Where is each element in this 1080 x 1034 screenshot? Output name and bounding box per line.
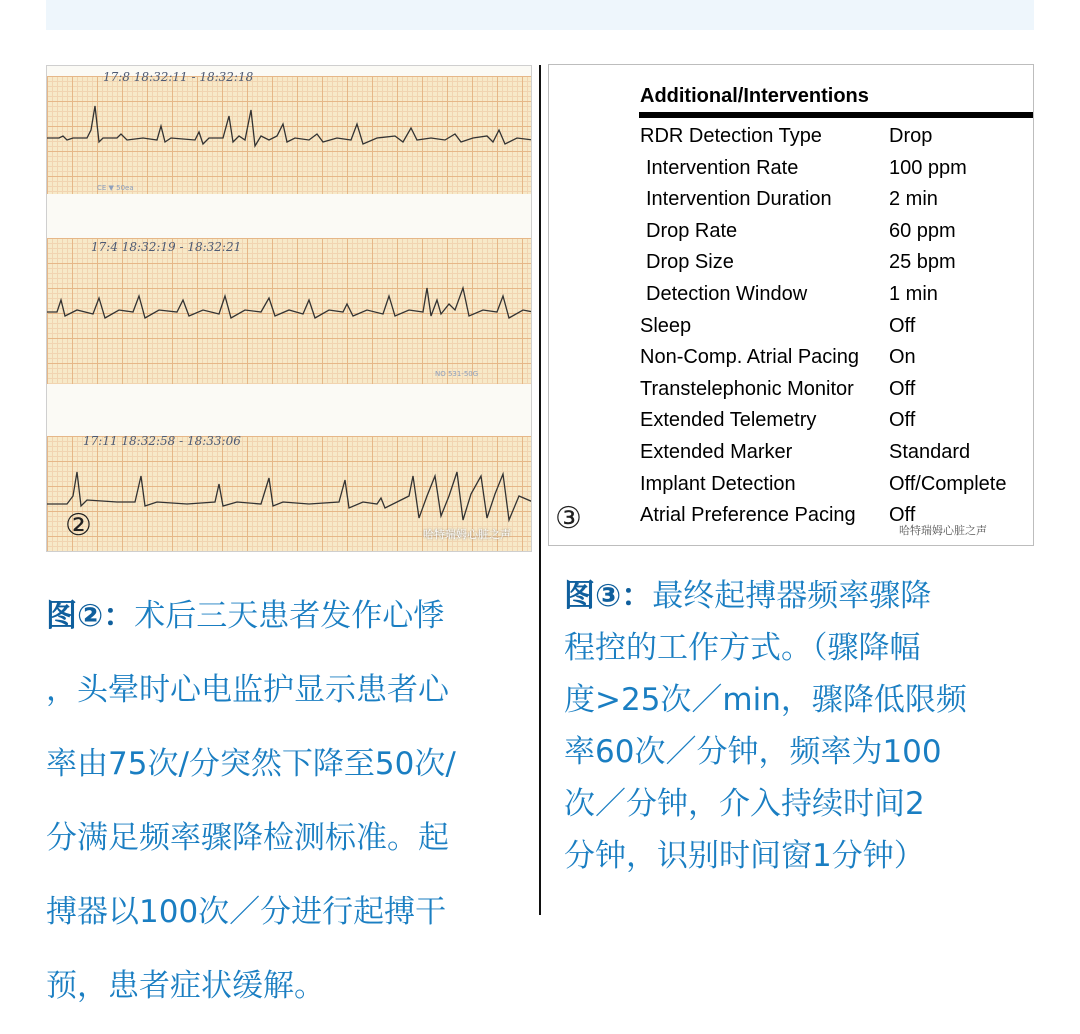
setting-value: 25 bpm <box>889 251 956 274</box>
setting-name: Detection Window <box>646 283 808 305</box>
settings-row <box>549 125 1035 157</box>
setting-value: Off <box>889 409 916 432</box>
caption-2-label: 图②： <box>46 598 135 634</box>
setting-value: Standard <box>889 441 971 463</box>
setting-value: 2 min <box>889 188 938 211</box>
interventions-figure <box>548 64 1034 546</box>
setting-value: 1 min <box>889 283 938 305</box>
ecg-strip-2 <box>47 238 532 384</box>
caption-3-line: 次／分钟，介入持续时间2 <box>564 786 925 822</box>
caption-3-line: 分钟，识别时间窗1分钟） <box>564 838 925 874</box>
watermark: 哈特瑞姆心脏之声 <box>423 528 511 541</box>
setting-name: Drop Size <box>646 251 734 274</box>
settings-row <box>549 188 1035 220</box>
setting-value: Off/Complete <box>889 472 1007 495</box>
setting-value: Off <box>889 314 916 337</box>
setting-value: 60 ppm <box>889 219 956 242</box>
caption-3-line: 率60次／分钟，频率为100 <box>564 734 942 770</box>
settings-row <box>549 157 1035 189</box>
setting-name: RDR Detection Type <box>640 125 822 147</box>
strip-2-time-label: 17:4 18:32:19 - 18:32:21 <box>91 240 242 254</box>
ecg-trace-1 <box>47 76 532 194</box>
paper-code: NO 531-50G <box>435 370 479 378</box>
settings-row <box>549 473 1035 505</box>
strip-1-time-label: 17:8 18:32:11 - 18:32:18 <box>103 70 254 84</box>
settings-row <box>549 441 1035 473</box>
figure-3-badge: ③ <box>555 501 582 536</box>
setting-name: Extended Telemetry <box>640 409 817 432</box>
settings-row <box>549 315 1035 347</box>
ecg-trace-2 <box>47 238 532 384</box>
caption-2-line: 搏器以100次／分进行起搏干 <box>46 894 447 930</box>
setting-name: Atrial Preference Pacing <box>640 504 856 527</box>
caption-2-line: ，头晕时心电监护显示患者心 <box>46 672 449 708</box>
setting-name: Non-Comp. Atrial Pacing <box>640 346 859 369</box>
caption-2-line: 术后三天患者发作心悸 <box>134 598 445 634</box>
table-heading: Additional/Interventions <box>640 85 869 107</box>
top-banner <box>46 0 1034 30</box>
setting-value: Off <box>889 377 916 400</box>
settings-row <box>549 346 1035 378</box>
setting-name: Sleep <box>640 314 692 337</box>
settings-row <box>549 378 1035 410</box>
figure-2-badge: ② <box>65 508 92 543</box>
ecg-figure <box>46 65 532 552</box>
heading-rule <box>639 112 1033 118</box>
caption-3-line: 度>25次／min，骤降低限频 <box>564 682 967 718</box>
setting-name: Intervention Duration <box>646 188 832 211</box>
caption-3-line: 程控的工作方式。（骤降幅 <box>564 630 921 666</box>
setting-name: Extended Marker <box>640 441 793 463</box>
paper-mark: CE ▼ 50ea <box>97 184 134 192</box>
caption-3-line: 最终起搏器频率骤降 <box>652 578 932 614</box>
settings-row <box>549 251 1035 283</box>
strip-3-time-label: 17:11 18:32:58 - 18:33:06 <box>83 434 241 448</box>
settings-row <box>549 409 1035 441</box>
setting-value: Drop <box>889 125 933 147</box>
caption-2-line: 分满足频率骤降检测标准。起 <box>46 820 449 856</box>
setting-name: Transtelephonic Monitor <box>640 377 854 400</box>
setting-value: 100 ppm <box>889 156 967 179</box>
ecg-strip-1 <box>47 70 532 194</box>
caption-3-label: 图③： <box>564 578 653 614</box>
settings-row <box>549 283 1035 315</box>
caption-2-line: 率由75次/分突然下降至50次/ <box>46 746 456 782</box>
setting-name: Drop Rate <box>646 219 738 242</box>
settings-row <box>549 220 1035 252</box>
setting-value: On <box>889 346 916 369</box>
column-divider <box>539 65 541 915</box>
setting-value: Off <box>889 504 916 527</box>
setting-name: Intervention Rate <box>646 156 799 179</box>
setting-name: Implant Detection <box>640 472 796 495</box>
watermark: 哈特瑞姆心脏之声 <box>899 524 987 537</box>
caption-2-line: 预，患者症状缓解。 <box>46 968 325 1004</box>
